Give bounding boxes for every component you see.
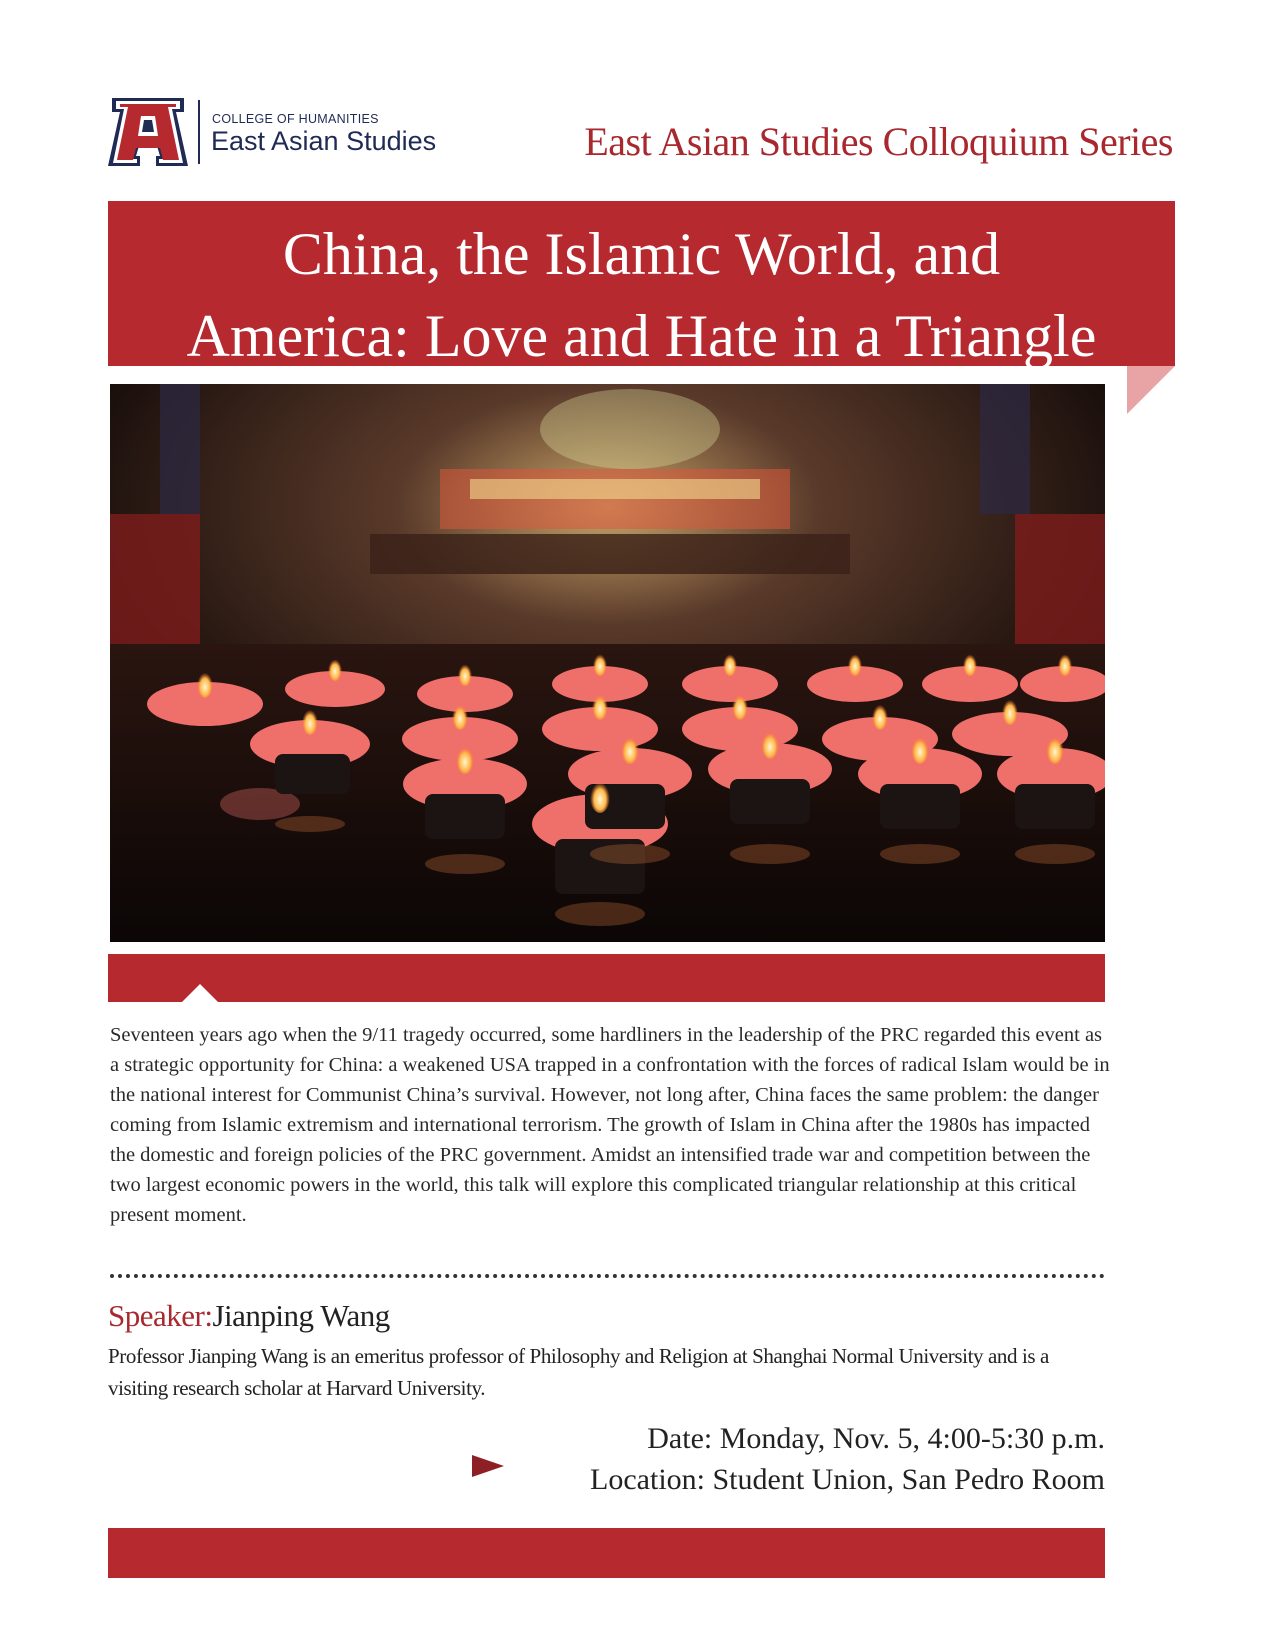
title-banner	[108, 201, 1175, 369]
speaker-label: Speaker:	[108, 1298, 213, 1333]
banner-fold-corner	[1127, 366, 1175, 414]
event-title-line2: America: Love and Hate in a Triangle	[186, 303, 1097, 369]
event-location: Location: Student Union, San Pedro Room	[590, 1463, 1105, 1496]
lotus-candles-photo	[110, 384, 1105, 942]
event-description: Seventeen years ago when the 9/11 tragedy occurred, some hardliners in the leadership of the PRC regarded this event as a strategic opportunity for China: a weakened USA trapped in a confrontation with the forces of radical Islam would be in the national interest for Communist China’s survival. However, not long after, China faces the same problem: the danger coming from Islamic extremism and international terrorism. The growth of Islam in China after the 1980s has impacted the domestic and foreign policies of the PRC government. Amidst an intensified trade war and competition between the two largest economic powers in the world, this talk will explore this complicated triangular relationship at this critical present moment.	[110, 1024, 1110, 1226]
series-title: East Asian Studies Colloquium Series	[584, 119, 1173, 164]
logo-divider	[198, 100, 200, 164]
speaker-heading	[108, 1298, 390, 1334]
event-title	[108, 213, 1175, 377]
speaker-bio: Professor Jianping Wang is an emeritus professor of Philosophy and Religion at Shanghai Normal University and is a visiting research scholar at Harvard University.	[108, 1344, 1049, 1400]
university-logo	[108, 98, 478, 168]
department-name: East Asian Studies	[211, 126, 437, 156]
event-date: Date: Monday, Nov. 5, 4:00-5:30 p.m.	[647, 1422, 1105, 1455]
event-title-line1: China, the Islamic World, and	[282, 221, 1001, 287]
block-a-logo-icon	[108, 98, 188, 166]
footer-bar	[108, 1528, 1105, 1578]
dotted-divider	[110, 1274, 1105, 1278]
bar-notch	[182, 984, 218, 1002]
college-name: COLLEGE OF HUMANITIES	[212, 112, 379, 126]
speaker-name: Jianping Wang	[212, 1298, 390, 1333]
section-divider-bar	[108, 954, 1105, 1002]
